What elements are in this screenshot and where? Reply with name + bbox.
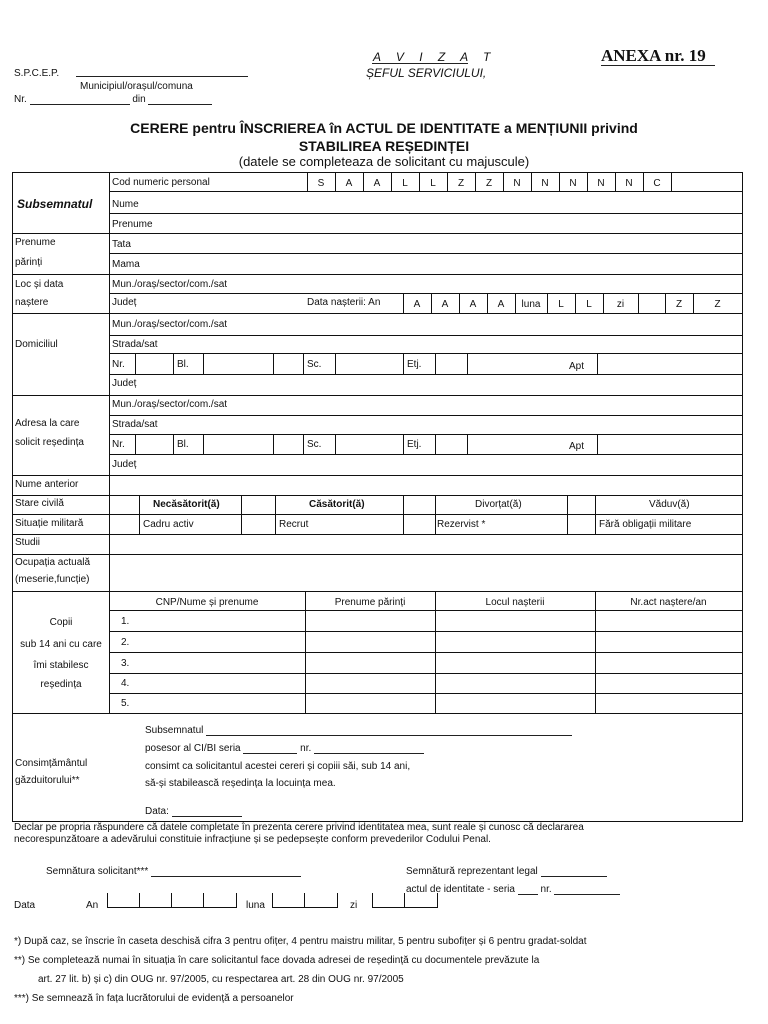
prenume-parinti-label: Prenume: [15, 237, 56, 248]
mama-label[interactable]: Mama: [112, 259, 140, 270]
din-label: din: [132, 94, 146, 105]
domiciliu-strada[interactable]: Strada/sat: [112, 339, 158, 350]
birth-month-box[interactable]: L: [586, 299, 592, 310]
fara-obligatii-option[interactable]: Fără obligații militare: [599, 519, 692, 530]
cnp-box[interactable]: N: [569, 178, 577, 189]
birth-year-box[interactable]: A: [441, 299, 449, 310]
stabilesc-label: îmi stabilesc: [33, 660, 89, 671]
casatorit-option[interactable]: Căsătorit(ă): [309, 499, 365, 510]
parinti-label: părinți: [15, 257, 43, 268]
sub-14-label: sub 14 ani cu care: [20, 639, 102, 650]
nr-din-row: [14, 94, 212, 105]
adresa-label: Adresa la care: [15, 418, 80, 429]
cnp-box[interactable]: N: [625, 178, 633, 189]
cnp-box[interactable]: A: [345, 178, 353, 189]
page-title: CERERE pentru ÎNSCRIEREA în ACTUL DE IDENTITATE a MENȚIUNII privind: [130, 120, 638, 136]
cnp-box[interactable]: Z: [485, 178, 493, 189]
semnatura-solicitant-field[interactable]: [151, 866, 301, 877]
recrut-option[interactable]: Recrut: [279, 519, 309, 530]
nastere-label: naștere: [15, 297, 49, 308]
divortat-option[interactable]: Divorțat(ă): [475, 499, 522, 510]
nume-label[interactable]: Nume: [112, 199, 139, 210]
adresa-strada[interactable]: Strada/sat: [112, 419, 158, 430]
act-seria-field[interactable]: [518, 884, 538, 895]
seful-serviciului: ȘEFUL SERVICIULUI,: [366, 66, 487, 80]
domiciliu-sc[interactable]: Sc.: [307, 359, 322, 370]
anexa-label: ANEXA nr. 19: [601, 46, 706, 65]
adresa-et[interactable]: Etj.: [407, 439, 422, 450]
application-form: [12, 172, 743, 822]
prenume-label[interactable]: Prenume: [112, 219, 153, 230]
resedinta-label: reședința: [40, 679, 82, 690]
act-identitate-row: actul de identitate - seria nr.: [406, 884, 620, 895]
adresa-apt[interactable]: Apt: [569, 441, 585, 452]
adresa-sc[interactable]: Sc.: [307, 439, 322, 450]
domiciliu-bl[interactable]: Bl.: [177, 359, 189, 370]
copii-row[interactable]: 3.: [121, 658, 130, 669]
loc-nastere-mun[interactable]: Mun./oraș/sector/com./sat: [112, 279, 228, 290]
municipiu-label: Municipiul/orașul/comuna: [80, 81, 193, 92]
footnote-3: ***) Se semnează în fața lucrătorului de evidență a persoanelor: [14, 993, 294, 1004]
nr-field[interactable]: [30, 94, 130, 105]
adresa-judet[interactable]: Județ: [112, 459, 137, 470]
birth-month-box[interactable]: L: [558, 299, 564, 310]
domiciliu-et[interactable]: Etj.: [407, 359, 422, 370]
declaratie: Declar pe propria răspundere că datele completate în prezenta cerere privind identitatea mea, sunt reale și cunosc că declararea necorespunzătoare a adevărului constituie infracțiune și se pedepsește conform prevederilor Codului Penal.: [14, 822, 584, 845]
cnp-box[interactable]: L: [402, 178, 408, 189]
consimt-data-field[interactable]: [172, 806, 242, 817]
consimt-nr-field[interactable]: [314, 743, 424, 754]
footnotes: [14, 932, 587, 1008]
necasatorit-option[interactable]: Necăsătorit(ă): [153, 499, 220, 510]
tata-label[interactable]: Tata: [112, 239, 131, 250]
gazduitor-label: găzduitorului**: [15, 775, 80, 786]
cnp-box[interactable]: A: [373, 178, 381, 189]
semnatura-reprezentant: Semnătură reprezentant legal: [406, 866, 607, 877]
birth-zi-label[interactable]: zi: [616, 299, 625, 310]
copii-row[interactable]: 4.: [121, 678, 130, 689]
data-label: Data: [14, 900, 36, 911]
cnp-box[interactable]: N: [513, 178, 521, 189]
domiciliul-label: Domiciliul: [15, 339, 58, 350]
domiciliu-judet[interactable]: Județ: [112, 378, 137, 389]
adresa-nr[interactable]: Nr.: [112, 439, 125, 450]
spcep-line[interactable]: [76, 66, 248, 77]
rezervist-option[interactable]: Rezervist *: [437, 519, 486, 530]
loc-nastere-judet[interactable]: Județ: [112, 297, 137, 308]
din-field[interactable]: [148, 94, 212, 105]
meserie-label: (meserie,funcție): [15, 574, 90, 585]
cnp-box[interactable]: Z: [457, 178, 465, 189]
birth-year-box[interactable]: A: [413, 299, 421, 310]
birth-year-box[interactable]: A: [469, 299, 477, 310]
domiciliu-nr[interactable]: Nr.: [112, 359, 125, 370]
zi-label: zi: [350, 900, 358, 911]
cnp-box[interactable]: L: [430, 178, 436, 189]
loc-data-label: Loc și data: [15, 279, 64, 290]
copii-row[interactable]: 2.: [121, 637, 130, 648]
cnp-box[interactable]: N: [597, 178, 605, 189]
consimt-text-2: să-și stabilească reședința la locuința mea.: [145, 778, 336, 789]
zi-boxes[interactable]: [372, 893, 438, 908]
consimt-seria-field[interactable]: [243, 743, 297, 754]
spcep-label: S.P.C.E.P.: [14, 68, 60, 79]
copii-row[interactable]: 1.: [121, 616, 130, 627]
ocupatia-label: Ocupația actuală: [15, 557, 91, 568]
birth-year-box[interactable]: A: [497, 299, 505, 310]
anexa-underline: [601, 65, 715, 66]
subsemnatul-label: Subsemnatul: [17, 197, 93, 211]
birth-day-box[interactable]: Z: [714, 299, 721, 310]
footnote-2b: art. 27 lit. b) și c) din OUG nr. 97/2005, cu respectarea art. 28 din OUG nr. 97/2005: [38, 974, 404, 985]
footnote-1: *) După caz, se înscrie în caseta deschisă cifra 3 pentru ofițer, 4 pentru maistru militar, 5 pentru subofițer și 6 pentru gradat-soldat: [14, 936, 587, 947]
copii-label: Copii: [49, 617, 73, 628]
luna-boxes[interactable]: [272, 893, 338, 908]
copii-row[interactable]: 5.: [121, 698, 130, 709]
page-title-line2: STABILIREA REȘEDINȚEI: [298, 138, 470, 154]
copii-header-parinti: Prenume părinți: [334, 597, 406, 608]
nume-anterior-label: Nume anterior: [15, 479, 79, 490]
footnote-2: **) Se completează numai în situația în care solicitantul face dovada adresei de reședință cu documentele prevăzute la: [14, 955, 540, 966]
domiciliu-mun[interactable]: Mun./oraș/sector/com./sat: [112, 319, 228, 330]
cnp-box[interactable]: C: [653, 178, 661, 189]
semnatura-reprezentant-field[interactable]: [541, 866, 607, 877]
vaduv-option[interactable]: Văduv(ă): [649, 499, 690, 510]
adresa-bl[interactable]: Bl.: [177, 439, 189, 450]
birth-day-box[interactable]: Z: [675, 299, 683, 310]
avizat-underline: [372, 63, 468, 64]
copii-header-loc: Locul nașterii: [485, 597, 545, 608]
consimt-posesor: posesor al CI/BI seria nr.: [145, 743, 424, 754]
consimt-subsemnatul: Subsemnatul: [145, 725, 572, 736]
cnp-label: Cod numeric personal: [112, 177, 210, 188]
solicit-resedinta-label: solicit reședința: [15, 437, 84, 448]
semnatura-solicitant: Semnătura solicitant***: [46, 866, 301, 877]
birth-luna-label[interactable]: luna: [521, 299, 541, 310]
consimt-data: Data:: [145, 806, 242, 817]
copii-header-cnp: CNP/Nume și prenume: [155, 597, 259, 608]
copii-header-act: Nr.act naștere/an: [630, 597, 707, 608]
consimtamant-label: Consimțământul: [15, 758, 88, 769]
cnp-box[interactable]: N: [541, 178, 549, 189]
stare-civila-label: Stare civilă: [15, 498, 64, 509]
luna-label: luna: [246, 900, 265, 911]
consimt-nume-field[interactable]: [206, 725, 572, 736]
an-boxes[interactable]: [107, 893, 237, 908]
adresa-mun[interactable]: Mun./oraș/sector/com./sat: [112, 399, 228, 410]
domiciliu-apt[interactable]: Apt: [569, 361, 585, 372]
nr-label: Nr.: [14, 94, 27, 105]
an-label: An: [86, 900, 99, 911]
consimt-text-1: consimt ca solicitantul acestei cereri și copiii săi, sub 14 ani,: [145, 761, 411, 772]
page-subtitle: (datele se completeaza de solicitant cu majuscule): [238, 154, 530, 169]
data-nasterii-label: Data nașterii: An: [307, 297, 381, 308]
act-nr-field[interactable]: [554, 884, 620, 895]
cnp-box[interactable]: S: [317, 178, 325, 189]
cadru-activ-option[interactable]: Cadru activ: [143, 519, 194, 530]
situatie-militara-label: Situație militară: [15, 518, 84, 529]
studii-label: Studii: [15, 537, 41, 548]
avizat-label: A V I Z A T: [373, 50, 497, 64]
